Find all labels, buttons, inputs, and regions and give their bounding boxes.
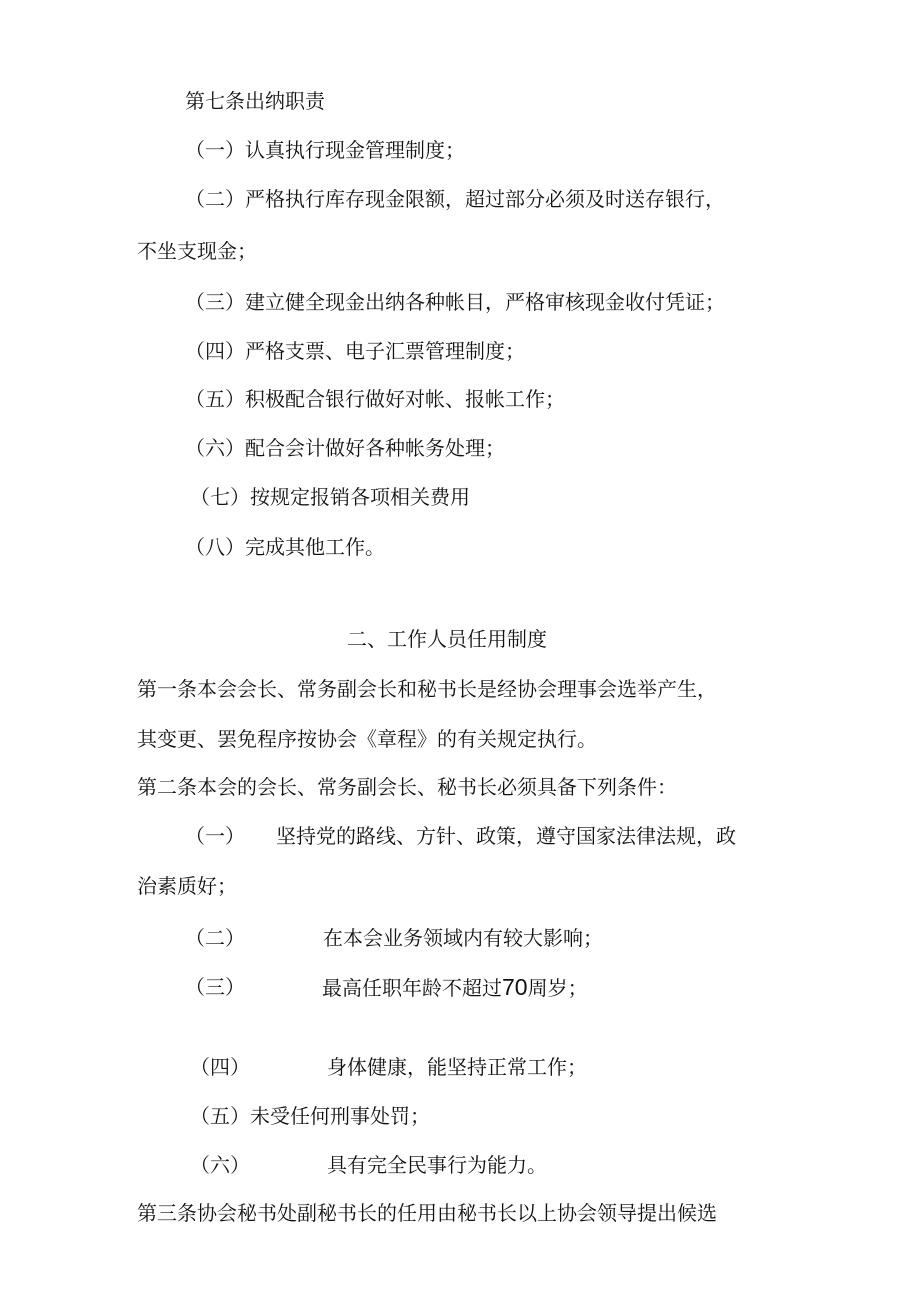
article-7-item-5: （五）积极配合银行做好对帐、报帐工作；: [185, 387, 565, 411]
article-7-item-6: （六）配合会计做好各种帐务处理；: [185, 436, 505, 460]
condition-4-text: 身体健康，能坚持正常工作；: [327, 1055, 587, 1079]
article-7-item-2-continued: 不坐支现金；: [137, 239, 257, 263]
condition-4-marker: （四）: [190, 1055, 250, 1079]
max-age-value: 70: [502, 974, 528, 1000]
condition-6-text: 具有完全民事行为能力。: [327, 1153, 547, 1177]
condition-1-text: 坚持党的路线、方针、政策，遵守国家法律法规，政: [276, 824, 736, 848]
article-7-item-7: （七）按规定报销各项相关费用: [190, 485, 470, 509]
condition-2-text: 在本会业务领域内有较大影响；: [323, 926, 603, 950]
condition-2-marker: （二）: [185, 926, 245, 950]
article-3-line-1: 第三条协会秘书处副秘书长的任用由秘书长以上协会领导提出候选: [137, 1201, 717, 1225]
condition-1-continued: 治素质好；: [137, 874, 237, 898]
section-title: 二、工作人员任用制度: [347, 627, 547, 651]
article-7-heading: 第七条出纳职责: [185, 89, 325, 113]
article-7-item-8: （八）完成其他工作。: [185, 535, 385, 559]
article-7-item-1: （一）认真执行现金管理制度；: [185, 138, 465, 162]
article-2-heading: 第二条本会的会长、常务副会长、秘书长必须具备下列条件：: [137, 775, 677, 799]
condition-6-marker: （六）: [190, 1153, 250, 1177]
condition-3-text: [322, 974, 588, 1001]
condition-3-prefix: 最高任职年龄不超过: [322, 976, 502, 1000]
condition-1-marker: （一）: [185, 824, 245, 848]
article-1-line-1: 第一条本会会长、常务副会长和秘书长是经协会理事会选举产生，: [137, 677, 717, 701]
article-7-item-3: （三）建立健全现金出纳各种帐目，严格审核现金收付凭证；: [185, 290, 725, 314]
condition-3-marker: （三）: [185, 975, 245, 999]
article-7-item-4: （四）严格支票、电子汇票管理制度；: [185, 339, 525, 363]
article-1-line-2: 其变更、罢免程序按协会《章程》的有关规定执行。: [137, 727, 597, 751]
article-7-item-2: （二）严格执行库存现金限额，超过部分必须及时送存银行，: [185, 187, 725, 211]
condition-3-suffix: 周岁；: [527, 976, 588, 1000]
condition-5: （五）未受任何刑事处罚；: [190, 1104, 430, 1128]
